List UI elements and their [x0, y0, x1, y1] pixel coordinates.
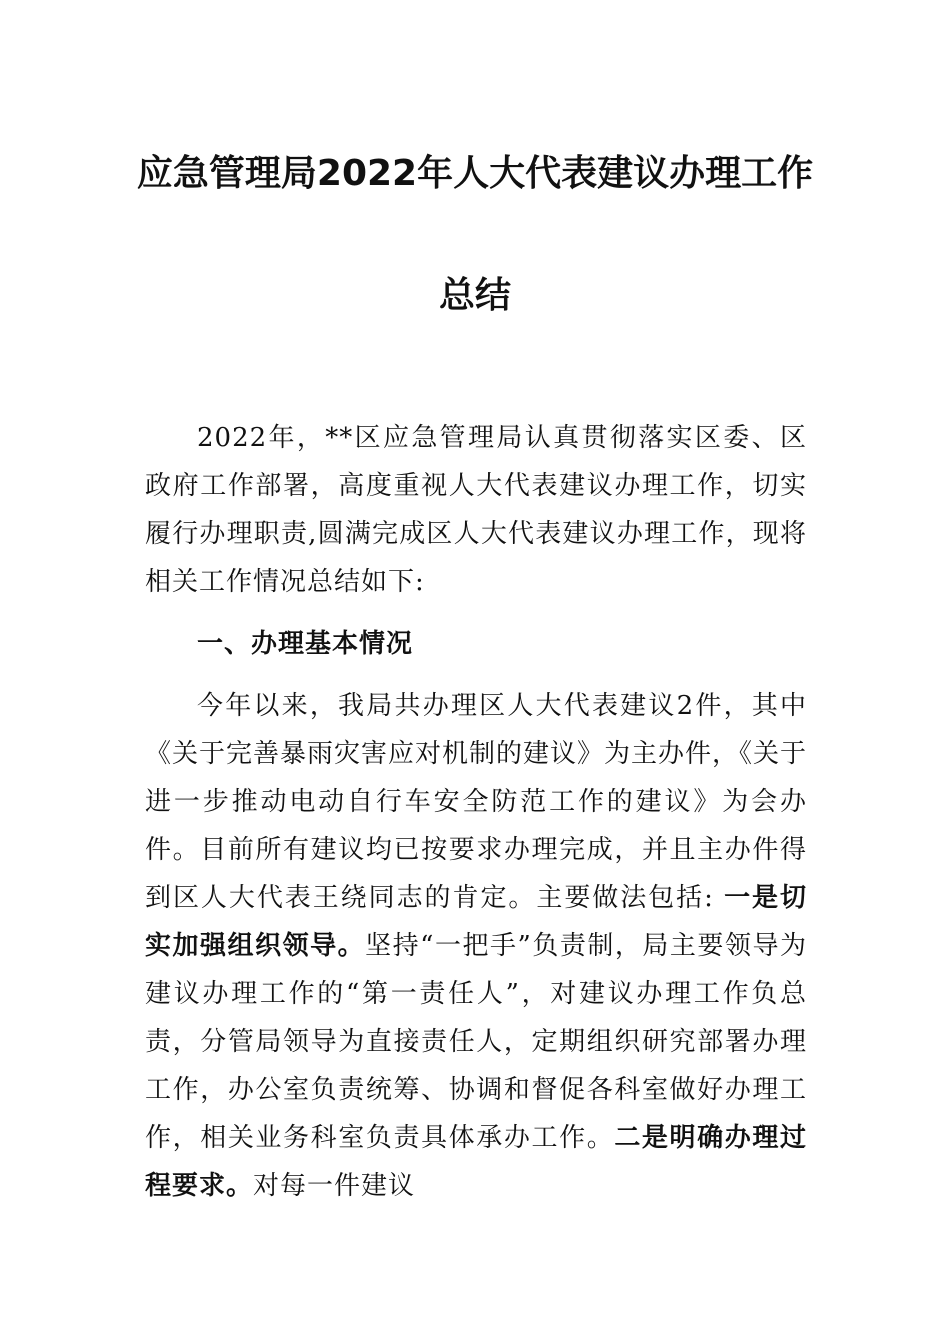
document-title-line-2: 总结 [438, 275, 511, 316]
bold-key-point: 一是切实加强组织领导。 [145, 883, 807, 961]
paragraph-text: 坚持“一把手”负责制，局主要领导为建议办理工作的“第一责任人”，对建议办理工作负总责，分管局领导为直接责任人，定期组织研究部署办理工作，办公室负责统筹、协调和督促各科室做好办理工作，相关业务科室负责具体承办工作。 [145, 931, 807, 1153]
document-body [145, 414, 807, 1210]
paragraph-text: 今年以来，我局共办理区人大代表建议2件，其中《关于完善暴雨灾害应对机制的建议》为主办件，《关于进一步推动电动自行车安全防范工作的建议》为会办件。目前所有建议均已按要求办理完成，并且主办件得到区人大代表王绕同志的肯定。主要做法包括: [145, 691, 808, 913]
intro-paragraph: 2022年，**区应急管理局认真贯彻落实区委、区政府工作部署，高度重视人大代表建议办理工作，切实履行办理职责,圆满完成区人大代表建议办理工作，现将相关工作情况总结如下: [145, 423, 807, 597]
body-paragraph [145, 682, 807, 1210]
bold-key-point: 二是明确办理过程要求。 [145, 1123, 807, 1201]
document-title-line-1: 应急管理局2022年人大代表建议办理工作 [136, 153, 814, 194]
section-heading: 一、办理基本情况 [197, 629, 414, 659]
paragraph-text: 对每一件建议 [253, 1171, 416, 1201]
